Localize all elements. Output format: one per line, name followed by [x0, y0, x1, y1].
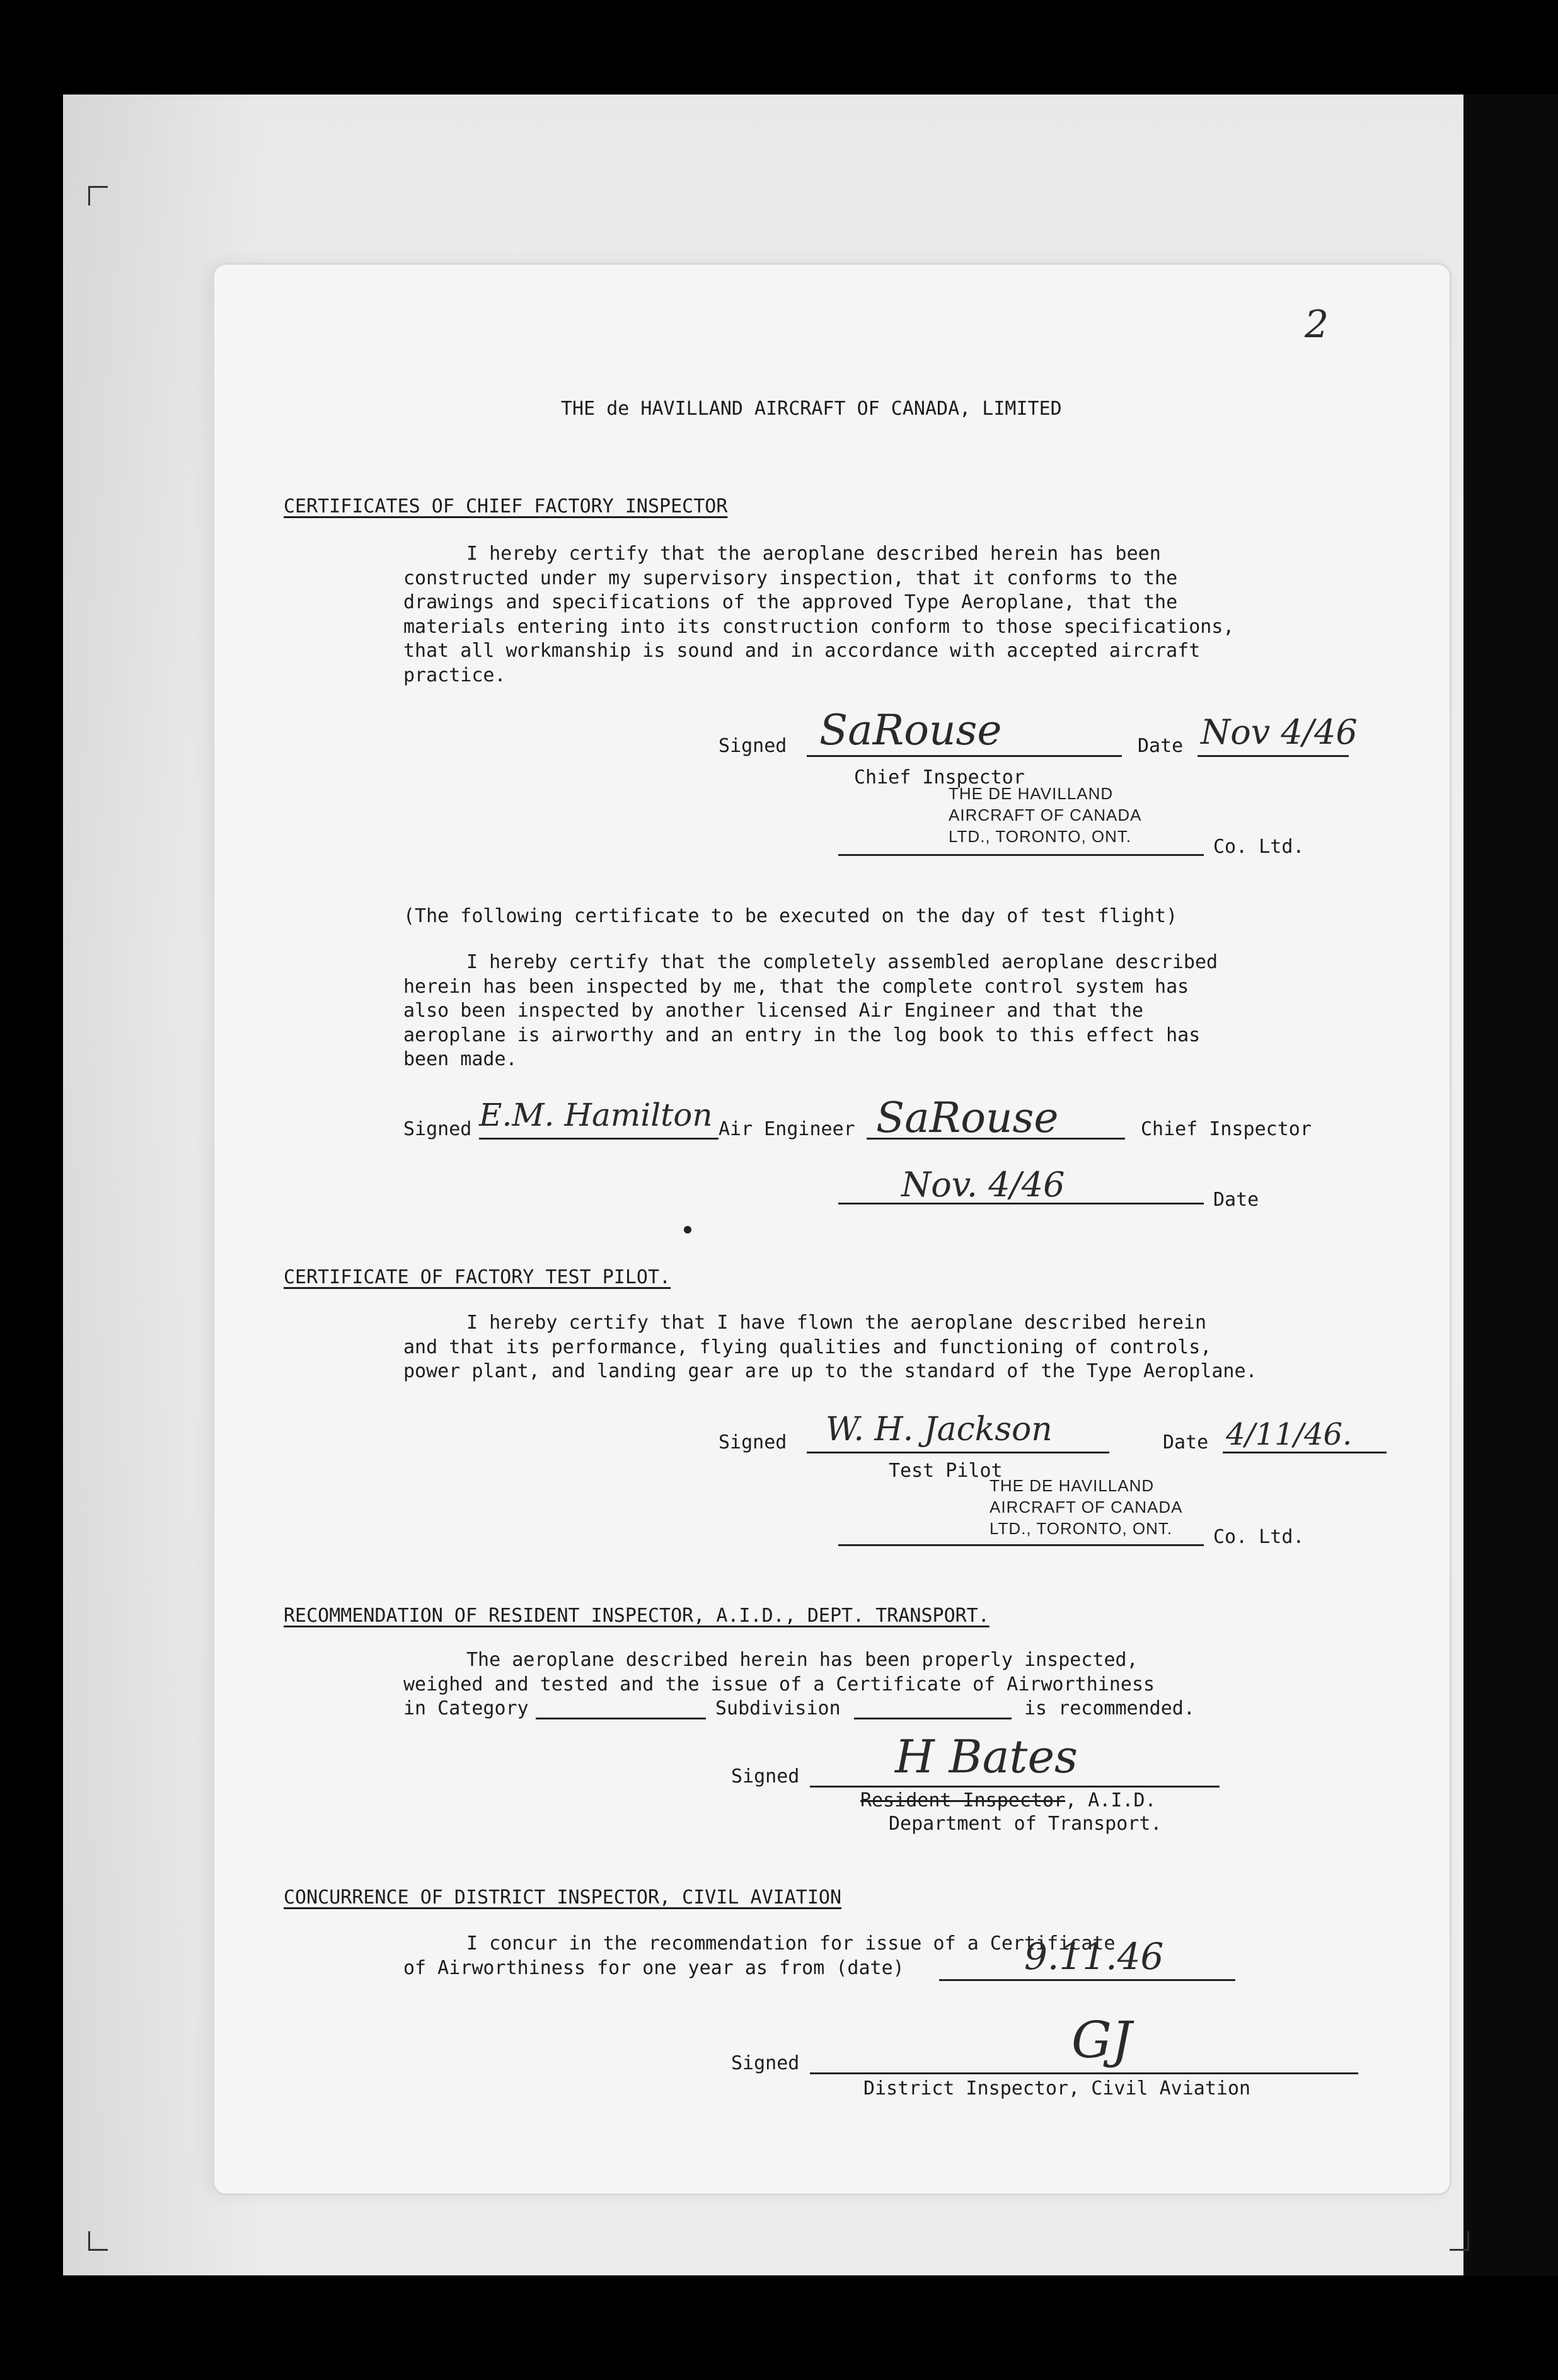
test-pilot-role: Test Pilot [889, 1460, 1003, 1482]
signature-line [807, 1452, 1109, 1453]
paragraph-line: I hereby certify that the completely assembled aeroplane described [466, 951, 1218, 973]
date-label: Date [1213, 1189, 1259, 1211]
test-flight-paragraph [403, 950, 1412, 1072]
paragraph-line: weighed and tested and the issue of a Certificate of Airworthiness [403, 1673, 1155, 1695]
signature-line [810, 2072, 1358, 2074]
stamp-line: LTD., TORONTO, ONT. [949, 827, 1132, 846]
paragraph-line: constructed under my supervisory inspection, that it conforms to the [403, 567, 1178, 589]
paragraph-line: also been inspected by another licensed Air Engineer and that the [403, 1000, 1143, 1022]
ink-dot [684, 1226, 691, 1233]
company-title: THE de HAVILLAND AIRCRAFT OF CANADA, LIMITED [561, 398, 1062, 420]
paragraph-line: and that its performance, flying qualities and functioning of controls, [403, 1336, 1212, 1358]
paragraph-line: drawings and specifications of the approved Type Aeroplane, that the [403, 591, 1178, 613]
stamp-line: LTD., TORONTO, ONT. [990, 1519, 1173, 1538]
crop-mark-bottom-left [88, 2231, 108, 2251]
paragraph-line: I concur in the recommendation for issue of a Certificate [466, 1932, 1116, 1955]
resident-inspector-paragraph [403, 1648, 1412, 1721]
recommended-label: is recommended. [1024, 1697, 1195, 1719]
signed-label: Signed [403, 1118, 472, 1140]
paragraph-line: materials entering into its construction conform to those specifications, [403, 615, 1235, 638]
co-ltd-label: Co. Ltd. [1213, 836, 1305, 858]
stamp-line: AIRCRAFT OF CANADA [990, 1498, 1183, 1516]
category-blank [536, 1718, 706, 1719]
company-stamp [990, 1475, 1182, 1539]
district-inspector-paragraph [403, 1932, 1412, 1980]
crop-mark-top-left [88, 186, 108, 205]
struck-title: Resident Inspector [860, 1789, 1066, 1811]
test-pilot-date: 4/11/46. [1226, 1417, 1353, 1452]
from-date: 9.11.46 [1024, 1935, 1164, 1978]
aid-label: , A.I.D. [1065, 1789, 1157, 1811]
department-label: Department of Transport. [889, 1813, 1162, 1835]
signed-label: Signed [731, 2052, 800, 2074]
air-engineer-signature: E.M. Hamilton [479, 1097, 713, 1133]
paragraph-line: I hereby certify that the aeroplane described herein has been [466, 543, 1161, 565]
engineer-signature-line [479, 1138, 718, 1140]
district-inspector-role: District Inspector, Civil Aviation [863, 2077, 1251, 2100]
resident-inspector-signature: H Bates [895, 1730, 1078, 1783]
dark-edge [1463, 95, 1558, 2275]
subdivision-blank [854, 1718, 1012, 1719]
signed-label: Signed [718, 1431, 787, 1453]
stamp-line: AIRCRAFT OF CANADA [949, 806, 1142, 824]
test-flight-note: (The following certificate to be executed on the day of test flight) [403, 905, 1178, 927]
chief-inspector-signature-2: SaRouse [876, 1094, 1059, 1142]
chief-inspector-label: Chief Inspector [1141, 1118, 1312, 1140]
paragraph-line: practice. [403, 664, 506, 686]
date-label: Date [1163, 1431, 1209, 1453]
date-line [1197, 755, 1349, 757]
crop-mark-bottom-right [1450, 2231, 1469, 2251]
paragraph-line: of Airworthiness for one year as from (date) [403, 1956, 904, 1979]
signature-line [810, 1786, 1220, 1788]
company-line [838, 1544, 1204, 1546]
chief-inspector-paragraph [403, 542, 1412, 688]
signed-label: Signed [731, 1765, 800, 1788]
subdivision-label: Subdivision [715, 1697, 841, 1719]
paragraph-line: that all workmanship is sound and in accordance with accepted aircraft [403, 640, 1201, 662]
paragraph-line: aeroplane is airworthy and an entry in the log book to this effect has [403, 1024, 1201, 1046]
company-stamp [949, 783, 1141, 847]
chief-inspector-role: Chief Inspector [854, 766, 1025, 789]
air-engineer-label: Air Engineer [718, 1118, 855, 1140]
signature-line [807, 755, 1122, 757]
page-number-mark: 2 [1305, 303, 1329, 347]
paragraph-line: power plant, and landing gear are up to the standard of the Type Aeroplane. [403, 1360, 1257, 1382]
test-pilot-heading: CERTIFICATE OF FACTORY TEST PILOT. [284, 1266, 671, 1288]
test-flight-date: Nov. 4/46 [901, 1165, 1065, 1204]
paragraph-line: herein has been inspected by me, that the complete control system has [403, 975, 1189, 998]
test-pilot-paragraph [403, 1311, 1412, 1384]
stamp-line: THE DE HAVILLAND [990, 1476, 1155, 1495]
category-line [403, 1697, 1412, 1721]
district-inspector-heading: CONCURRENCE OF DISTRICT INSPECTOR, CIVIL AVIATION [284, 1886, 842, 1909]
chief-inspector-signature: SaRouse [819, 706, 1002, 754]
paragraph-line: I hereby certify that I have flown the aeroplane described herein [466, 1312, 1206, 1334]
resident-inspector-heading: RECOMMENDATION OF RESIDENT INSPECTOR, A.I.D., DEPT. TRANSPORT. [284, 1605, 990, 1627]
chief-inspector-date: Nov 4/46 [1201, 712, 1358, 752]
document-sheet [214, 265, 1450, 2193]
date-label: Date [1138, 735, 1184, 757]
test-pilot-signature: W. H. Jackson [826, 1411, 1053, 1448]
chief-inspector-heading: CERTIFICATES OF CHIEF FACTORY INSPECTOR [284, 495, 728, 517]
in-category-label: in Category [403, 1697, 529, 1719]
stamp-line: THE DE HAVILLAND [949, 784, 1114, 803]
company-line [838, 854, 1204, 856]
paragraph-line: been made. [403, 1048, 517, 1070]
paragraph-line: The aeroplane described herein has been properly inspected, [466, 1649, 1138, 1671]
resident-inspector-role [860, 1789, 1157, 1813]
district-inspector-initials: GJ [1071, 2011, 1132, 2069]
from-date-line [939, 1979, 1235, 1981]
co-ltd-label: Co. Ltd. [1213, 1526, 1305, 1548]
signed-label: Signed [718, 735, 787, 757]
